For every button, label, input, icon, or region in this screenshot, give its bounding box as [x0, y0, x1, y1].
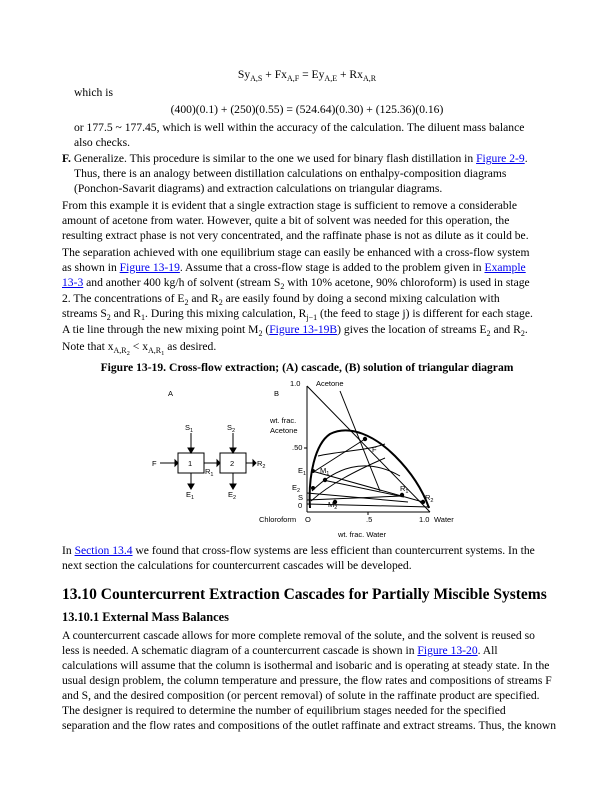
- para4-line-2: less is needed. A schematic diagram of a countercurrent cascade is shown in Figure 13-20. All: [62, 644, 498, 657]
- step-f-line-2: Thus, there is an analogy between distillation calculations on enthalpy-composition diagrams: [74, 167, 507, 180]
- svg-text:1.0: 1.0: [419, 515, 430, 524]
- para2-line-3: 13-3 and another 400 kg/h of solvent (stream $S_2$ with 10% acetone, 90% chloroform) is used in stage: [62, 276, 530, 291]
- svg-text:Acetone: Acetone: [270, 426, 298, 435]
- svg-text:R1: $R_1$: [205, 467, 214, 478]
- svg-text:.5: .5: [366, 515, 373, 524]
- svg-text:E1: $E_1$: [186, 490, 195, 501]
- svg-text:E2: $E_2$: [228, 490, 237, 501]
- svg-text:R2: $R_2$: [425, 493, 434, 504]
- numeric-equation: (400)(0.1) + (250)(0.55) = (524.64)(0.30) + (125.36)(0.16): [170, 103, 444, 116]
- para2-line-1: The separation achieved with one equilibrium stage can easily be enhanced with a cross-flow system: [62, 246, 530, 259]
- para3-line-1: In Section 13.4 we found that cross-flow systems are less efficient than countercurrent systems. In the: [62, 544, 535, 557]
- svg-text:E2: $E_2$: [292, 483, 301, 494]
- figure-13-19b-link[interactable]: Figure 13-19B: [269, 323, 338, 336]
- svg-text:F: F: [372, 445, 377, 454]
- para4-line-5: and S, and the desired composition (or percent removal) of solute in the raffinate product are specified.: [62, 689, 540, 702]
- svg-text:M2: $M_2$: [328, 500, 338, 511]
- para3-line-2: next section the calculations for countercurrent cascades will be developed.: [62, 559, 412, 572]
- figure-13-19-link[interactable]: Figure 13-19: [119, 261, 180, 274]
- svg-text:0: 0: [298, 501, 303, 510]
- svg-text:1.0: 1.0: [290, 379, 301, 388]
- step-f-line-3: (Ponchon-Savarit diagrams) and extraction calculations on triangular diagrams.: [74, 182, 443, 195]
- para1-line-1: From this example it is evident that a single extraction stage is sufficient to remove a considerable: [62, 199, 518, 212]
- which-is-text: which is: [74, 86, 113, 99]
- example-13-3-link-cont[interactable]: 13-3: [62, 276, 84, 289]
- svg-text:.50: .50: [292, 443, 303, 452]
- svg-text:M1: $M_1$: [320, 466, 330, 477]
- mass-balance-equation: $Sy_{A,S} + Fx_{A,F} = Ey_{A,E} + Rx_{A,R}$: [237, 68, 377, 83]
- svg-text:R2: $R_2$: [257, 459, 266, 470]
- hypotenuse: [307, 386, 430, 512]
- panel-a-label: A: [168, 389, 174, 398]
- step-f-line-1: F. Generalize. This procedure is similar to the one we used for binary flash distillation in Figure 2-9.: [62, 152, 528, 165]
- figure-13-20-link[interactable]: Figure 13-20: [417, 644, 478, 657]
- svg-text:wt. frac. Water: wt. frac. Water: [338, 530, 387, 539]
- panel-b-label: B: [274, 389, 280, 398]
- svg-text:Chloroform: Chloroform: [259, 515, 297, 524]
- figure-caption: Figure 13-19. Cross-flow extraction; (A) cascade, (B) solution of triangular diagram: [100, 361, 514, 374]
- svg-text:R1: $R_1$: [400, 484, 409, 495]
- check-line-2: also checks.: [74, 136, 131, 149]
- para4-line-4: usual design problem, the column temperature and pressure, the flow rates and compositions of streams F: [62, 674, 552, 687]
- svg-text:S: S: [298, 493, 304, 502]
- para4-line-3: calculations will assume that the column is isothermal and isobaric and is operating at steady state. In the: [62, 659, 550, 672]
- section-heading: 13.10 Countercurrent Extraction Cascades for Partially Miscible Systems: [62, 586, 547, 603]
- para4-line-1: A countercurrent cascade allows for more complete removal of the solute, and the solvent is reused so: [62, 629, 535, 642]
- check-line-1: or 177.5 ~ 177.45, which is well within the accuracy of the calculation. The diluent mass balance: [74, 121, 525, 134]
- svg-text:O: O: [305, 515, 311, 524]
- para2-line-7: Note that $x_{A,R_2} < x_{A,R_1}$ as desired.: [62, 340, 217, 357]
- para1-line-3: resulting extract phase is not very concentrated, and the raffinate phase is not as dilute as it could be.: [62, 229, 529, 242]
- para4-line-6: The designer is required to determine the number of equilibrium stages needed for the specified: [62, 704, 506, 717]
- svg-text:F: F: [152, 459, 157, 468]
- example-13-3-link[interactable]: Example: [484, 261, 526, 274]
- svg-text:wt. frac.: wt. frac.: [270, 416, 297, 425]
- svg-text:2: 2: [230, 459, 235, 468]
- para2-line-5: streams $S_2$ and $R_1$. During this mixing calculation, $R_{j-1}$ (the feed to stage j) is different for each stage.: [62, 307, 533, 322]
- subsection-heading: 13.10.1 External Mass Balances: [62, 610, 229, 624]
- svg-text:Water: Water: [434, 515, 454, 524]
- binodal-curve: [310, 430, 429, 508]
- para1-line-2: amount of acetone from water. However, quite a bit of solvent was needed for this operation, the: [62, 214, 510, 227]
- svg-text:E1: $E_1$: [298, 466, 307, 477]
- para2-line-6: A tie line through the new mixing point $M_2$ (Figure 13-19B) gives the location of streams $E_2$ and $R_2$.: [62, 323, 528, 338]
- figure-2-9-link[interactable]: Figure 2-9: [476, 152, 525, 165]
- section-13-4-link[interactable]: Section 13.4: [74, 544, 133, 557]
- para2-line-4: 2. The concentrations of $E_2$ and $R_2$ are easily found by doing a second mixing calculation with: [62, 292, 500, 307]
- svg-text:Acetone: Acetone: [316, 379, 344, 388]
- para4-line-7: separation and the flow rates and compositions of the outlet raffinate and extract streams. Thus, the known: [62, 719, 557, 732]
- para2-line-2: as shown in Figure 13-19. Assume that a cross-flow stage is added to the problem given in Example: [62, 261, 526, 274]
- svg-text:1: 1: [188, 459, 193, 468]
- cross-flow-figure: [140, 376, 460, 542]
- svg-text:S2: $S_2$: [227, 423, 236, 434]
- svg-text:S1: $S_1$: [185, 423, 194, 434]
